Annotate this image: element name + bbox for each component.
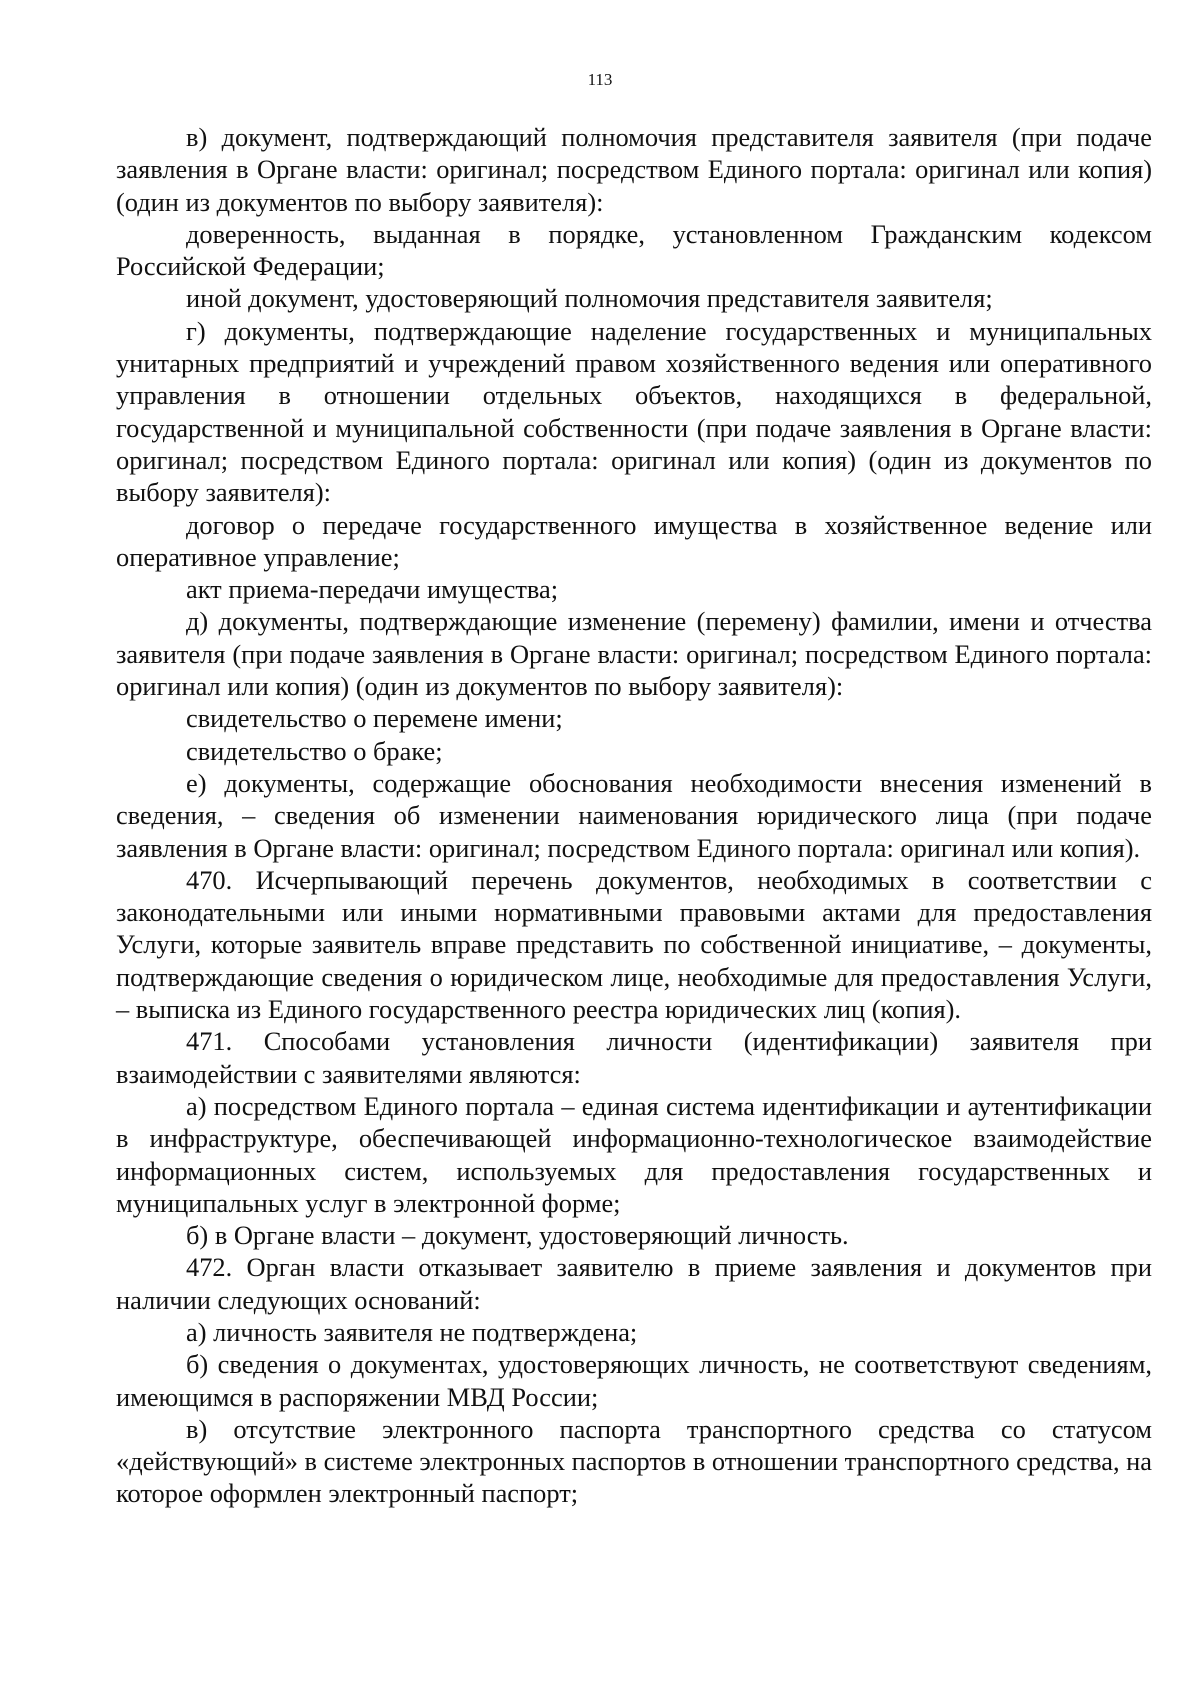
paragraph-marriage-certificate: свидетельство о браке; (186, 735, 443, 766)
paragraph-471: 471. Способами установления личности (идентификации) заявителя при взаимодействии с заявителями являются: (116, 1026, 1152, 1089)
paragraph-472-v: в) отсутствие электронного паспорта транспортного средства со статусом «действующий» в системе электронных паспортов в отношении транспортного средства, на которое оформлен электронный паспорт; (116, 1413, 1152, 1509)
paragraph-472-a: а) личность заявителя не подтверждена; (186, 1316, 638, 1347)
paragraph-transfer-agreement: договор о передаче государственного имущества в хозяйственное ведение или оперативное управление; (116, 509, 1152, 572)
paragraph-item-e: е) документы, содержащие обоснования необходимости внесения изменений в сведения, – сведения об изменении наименования юридического лица (при подаче заявления в Органе власти: оригинал; посредством Единого портала: оригинал или копия). (116, 767, 1152, 863)
paragraph-item-d: д) документы, подтверждающие изменение (перемену) фамилии, имени и отчества заявителя (при подаче заявления в Органе власти: оригинал; посредством Единого портала: оригинал или копия) (один из документов по выбору заявителя): (116, 606, 1152, 702)
paragraph-other-document: иной документ, удостоверяющий полномочия представителя заявителя; (186, 283, 993, 314)
paragraph-471-b: б) в Органе власти – документ, удостоверяющий личность. (186, 1220, 849, 1251)
paragraph-472: 472. Орган власти отказывает заявителю в приеме заявления и документов при наличии следующих оснований: (116, 1252, 1152, 1315)
paragraph-472-b: б) сведения о документах, удостоверяющих личность, не соответствуют сведениям, имеющимся в распоряжении МВД России; (116, 1349, 1152, 1412)
paragraph-transfer-act: акт приема-передачи имущества; (186, 574, 559, 605)
page-number: 113 (587, 70, 613, 89)
paragraph-name-change-certificate: свидетельство о перемене имени; (186, 703, 563, 734)
paragraph-item-g: г) документы, подтверждающие наделение государственных и муниципальных унитарных предприятий и учреждений правом хозяйственного ведения или оперативного управления в отношении отдельных объектов, находящихся в федеральной, государственной и муниципальной собственности (при подаче заявления в Органе власти: оригинал; посредством Единого портала: оригинал или копия) (один из документов по выбору заявителя): (116, 315, 1152, 508)
paragraph-471-a: а) посредством Единого портала – единая система идентификации и аутентификации в инфраструктуре, обеспечивающей информационно-технологическое взаимодействие информационных систем, используемых для предоставления государственных и муниципальных услуг в электронной форме; (116, 1090, 1152, 1218)
paragraph-item-v: в) документ, подтверждающий полномочия представителя заявителя (при подаче заявления в Органе власти: оригинал; посредством Единого портала: оригинал или копия) (один из документов по выбору заявителя): (116, 122, 1152, 217)
document-body (116, 121, 1152, 1510)
paragraph-470: 470. Исчерпывающий перечень документов, необходимых в соответствии с законодательными или иными нормативными правовыми актами для предоставления Услуги, которые заявитель вправе представить по собственной инициативе, – документы, подтверждающие сведения о юридическом лице, необходимые для предоставления Услуги, – выписка из Единого государственного реестра юридических лиц (копия). (116, 864, 1152, 1025)
paragraph-power-of-attorney: доверенность, выданная в порядке, установленном Гражданским кодексом Российской Федерации; (116, 218, 1152, 282)
